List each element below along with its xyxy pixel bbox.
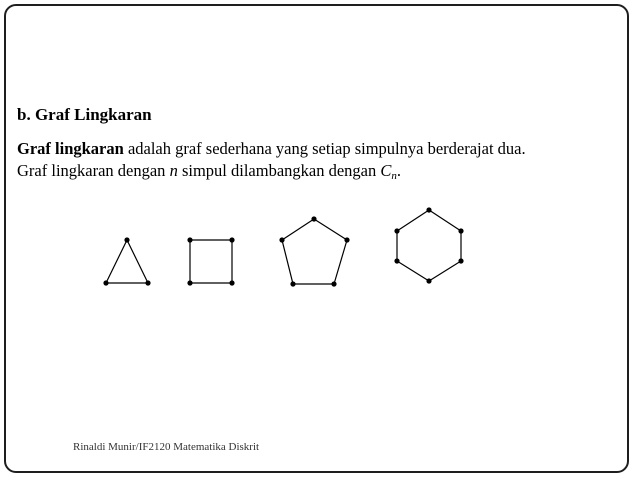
graph-vertex (279, 237, 284, 242)
graph-edge (397, 210, 429, 231)
graph-vertex (426, 278, 431, 283)
graph-vertex (290, 281, 295, 286)
graph-vertex (103, 280, 108, 285)
footer-credit: Rinaldi Munir/IF2120 Matematika Diskrit (73, 441, 260, 453)
symbol-c: C (380, 161, 392, 180)
graph-edge (127, 240, 148, 283)
graph-edge (334, 240, 347, 284)
graph-vertex (145, 280, 150, 285)
notation-text-end: . (396, 161, 401, 180)
cycle-graph-c3 (103, 237, 150, 285)
graph-edge (314, 219, 347, 240)
graph-vertex (331, 281, 336, 286)
cycle-graph-c6 (394, 207, 463, 283)
notation-text-prefix: Graf lingkaran dengan (17, 161, 170, 180)
section-heading: b. Graf Lingkaran (17, 105, 152, 124)
graph-vertex (229, 280, 234, 285)
graph-vertex (458, 258, 463, 263)
graph-edge (282, 240, 293, 284)
graph-vertex (426, 207, 431, 212)
definition-text: adalah graf sederhana yang setiap simpulnya berderajat dua. (123, 139, 526, 158)
graph-vertex (124, 237, 129, 242)
graph-vertex (187, 237, 192, 242)
graph-vertex (344, 237, 349, 242)
cycle-graph-c5 (279, 216, 349, 286)
variable-n: n (169, 161, 178, 180)
notation-text-mid: simpul dilambangkan dengan (177, 161, 381, 180)
graph-vertex (394, 228, 399, 233)
graph-vertex (187, 280, 192, 285)
symbol-subscript-n: n (391, 170, 397, 182)
graph-vertex (311, 216, 316, 221)
term-bold: Graf lingkaran (17, 139, 124, 158)
graph-vertex (458, 228, 463, 233)
cycle-graph-c4 (187, 237, 234, 285)
graph-edge (429, 210, 461, 231)
graph-edge (397, 261, 429, 281)
graph-vertex (229, 237, 234, 242)
graph-edge (429, 261, 461, 281)
graph-vertex (394, 258, 399, 263)
graph-edge (106, 240, 127, 283)
graph-edge (282, 219, 314, 240)
